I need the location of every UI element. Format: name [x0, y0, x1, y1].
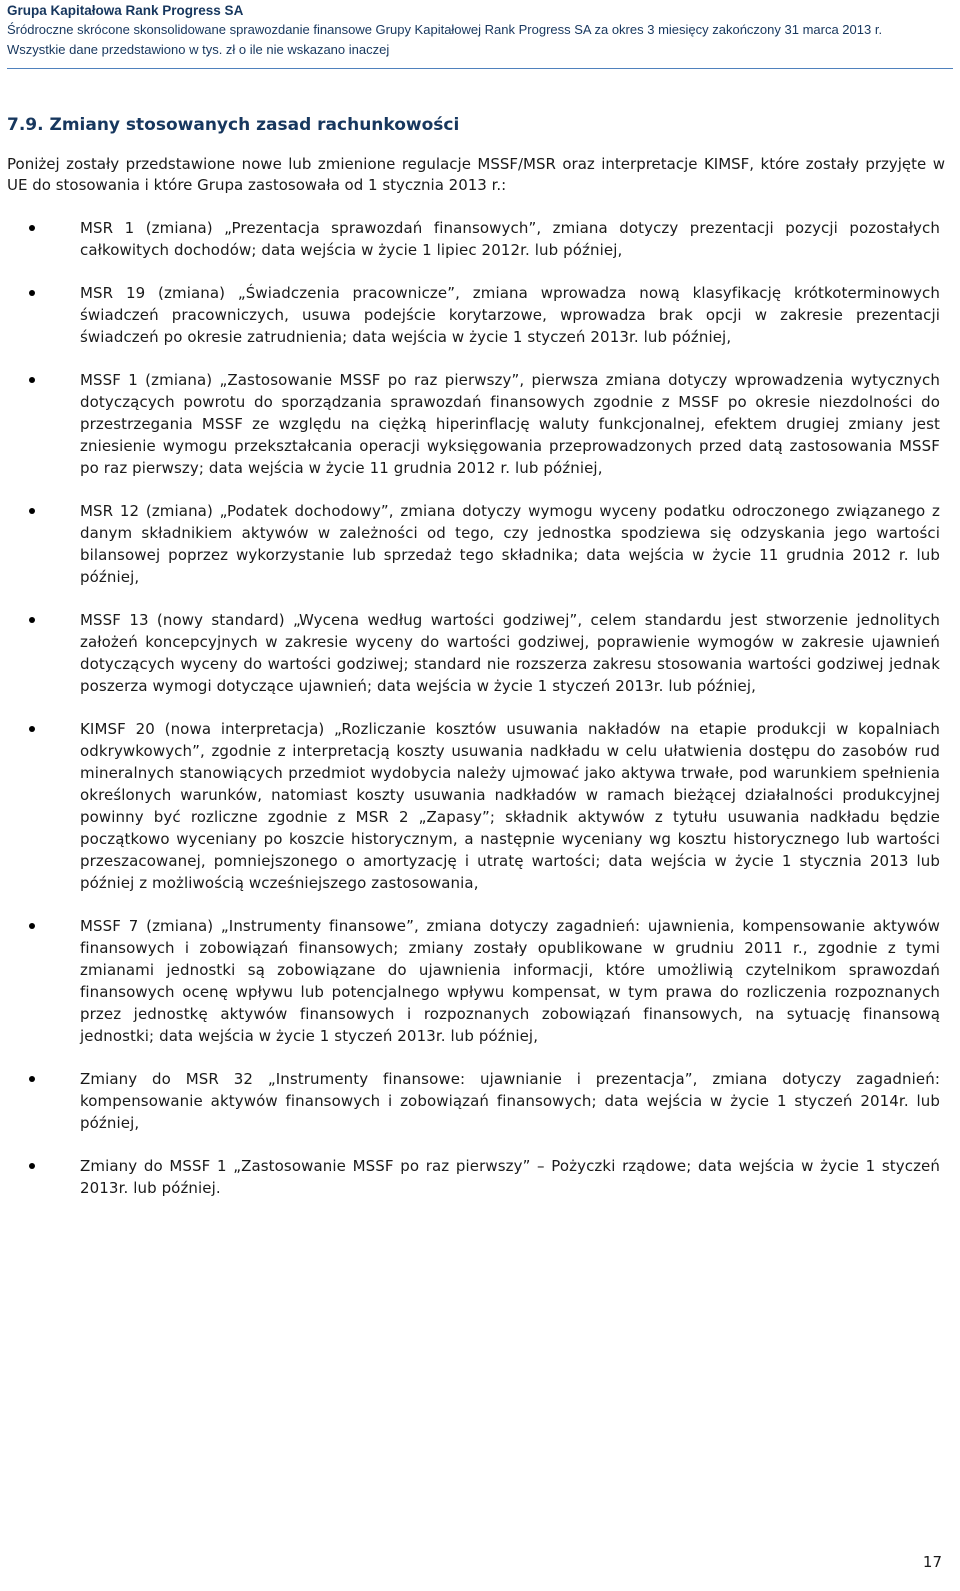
- bullet-icon: [29, 290, 35, 296]
- list-item-text: MSR 1 (zmiana) „Prezentacja sprawozdań finansowych”, zmiana dotyczy prezentacji pozycji pozostałych całkowitych dochodów; data wejścia w życie 1 lipiec 2012r. lub później,: [80, 219, 940, 259]
- company-name: Grupa Kapitałowa Rank Progress SA: [7, 3, 244, 18]
- standards-list: [0, 217, 960, 1220]
- list-item: [0, 609, 940, 697]
- list-item-text: Zmiany do MSR 32 „Instrumenty finansowe: ujawnianie i prezentacja”, zmiana dotyczy zagadnień: kompensowanie aktywów finansowych i zobowiązań finansowych; data wejścia w życie 1 styczeń 2014r. lub później,: [80, 1070, 940, 1132]
- list-item: [0, 369, 940, 479]
- list-item: [0, 282, 940, 348]
- list-item: [0, 217, 940, 261]
- list-item-text: MSSF 13 (nowy standard) „Wycena według wartości godziwej”, celem standardu jest stworzenie jednolitych założeń koncepcyjnych w zakresie wyceny do wartości godziwej, poprawienie wymogów w zakresie ujawnień dotyczących wyceny do wartości godziwej; standard nie rozszerza zakresu stosowania wartości godziwej jednak poszerza wymogi dotyczące ujawnień; data wejścia w życie 1 styczeń 2013r. lub później,: [80, 611, 940, 695]
- header-rule: [7, 68, 953, 69]
- page-header: [7, 2, 953, 69]
- report-title: Śródroczne skrócone skonsolidowane sprawozdanie finansowe Grupy Kapitałowej Rank Progress SA za okres 3 miesięcy zakończony 31 marca 2013 r.: [7, 22, 883, 37]
- bullet-icon: [29, 923, 35, 929]
- list-item-text: MSSF 7 (zmiana) „Instrumenty finansowe”, zmiana dotyczy zagadnień: ujawnienia, kompensowanie aktywów finansowych i zobowiązań finansowych; zmiany zostały opublikowane w grudniu 2011 r., zgodnie z tymi zmianami jednostki są zobowiązane do ujawnienia informacji, które umożliwią czytelnikom sprawozdań finansowych ocenę wpływu lub potencjalnego wpływu kompensat, w tym prawa do rozliczenia rozpoznanych przez jednostkę aktywów finansowych i rozpoznanych zobowiązań finansowych, na sytuację finansową jednostki; data wejścia w życie 1 styczeń 2013r. lub później,: [80, 917, 940, 1045]
- list-item-text: KIMSF 20 (nowa interpretacja) „Rozliczanie kosztów usuwania nakładów na etapie produkcji w kopalniach odkrywkowych”, zgodnie z interpretacją koszty usuwania nadkładu w celu ułatwienia dostępu do zasobów rud mineralnych stanowiących przedmiot wydobycia należy ujmować jako aktywa trwałe, pod warunkiem spełnienia określonych warunków, natomiast koszty usuwania nadkładów w ramach bieżącej działalności produkcyjnej powinny być rozliczne zgodnie z MSR 2 „Zapasy”; składnik aktywów z tytułu usuwania nadkładu będzie początkowo wyceniany po koszcie historycznym, a następnie wyceniany wg kosztu historycznego lub wartości przeszacowanej, pomniejszonego o amortyzację i utratę wartości; data wejścia w życie 1 stycznia 2013 lub później z możliwością wcześniejszego zastosowania,: [80, 720, 940, 892]
- units-note: Wszystkie dane przedstawiono w tys. zł o ile nie wskazano inaczej: [7, 42, 390, 57]
- list-item: [0, 1155, 940, 1199]
- list-item: [0, 915, 940, 1047]
- list-item: [0, 1068, 940, 1134]
- list-item-text: MSSF 1 (zmiana) „Zastosowanie MSSF po raz pierwszy”, pierwsza zmiana dotyczy wprowadzenia wytycznych dotyczących powrotu do sporządzania sprawozdań finansowych zgodnie z MSSF po okresie niezdolności do przestrzegania MSSF ze względu na ciężką hiperinflację waluty funkcjonalnej, efektem drugiej zmiany jest zniesienie wymogu przekształcania operacji wyksięgowania przeprowadzonych przed datą zastosowania MSSF po raz pierwszy; data wejścia w życie 11 grudnia 2012 r. lub później,: [80, 371, 940, 477]
- bullet-icon: [29, 726, 35, 732]
- bullet-icon: [29, 225, 35, 231]
- page-number: 17: [922, 1553, 942, 1571]
- bullet-icon: [29, 617, 35, 623]
- list-item: [0, 500, 940, 588]
- section-intro: Poniżej zostały przedstawione nowe lub zmienione regulacje MSSF/MSR oraz interpretacje KIMSF, które zostały przyjęte w UE do stosowania i które Grupa zastosowała od 1 stycznia 2013 r.:: [7, 155, 945, 194]
- section-title: 7.9. Zmiany stosowanych zasad rachunkowości: [7, 115, 460, 135]
- list-item-text: Zmiany do MSSF 1 „Zastosowanie MSSF po raz pierwszy” – Pożyczki rządowe; data wejścia w życie 1 styczeń 2013r. lub później.: [80, 1157, 940, 1197]
- list-item-text: MSR 19 (zmiana) „Świadczenia pracownicze”, zmiana wprowadza nową klasyfikację krótkoterminowych świadczeń pracowniczych, usuwa podejście korytarzowe, wprowadza brak opcji w zakresie prezentacji świadczeń po okresie zatrudnienia; data wejścia w życie 1 styczeń 2013r. lub później,: [80, 284, 940, 346]
- list-item: [0, 718, 940, 894]
- bullet-icon: [29, 1163, 35, 1169]
- bullet-icon: [29, 508, 35, 514]
- bullet-icon: [29, 1076, 35, 1082]
- list-item-text: MSR 12 (zmiana) „Podatek dochodowy”, zmiana dotyczy wymogu wyceny podatku odroczonego związanego z danym składnikiem aktywów w zależności od tego, czy jednostka spodziewa się odzyskania jego wartości bilansowej poprzez wykorzystanie lub sprzedaż tego składnika; data wejścia w życie 11 grudnia 2012 r. lub później,: [80, 502, 940, 586]
- bullet-icon: [29, 377, 35, 383]
